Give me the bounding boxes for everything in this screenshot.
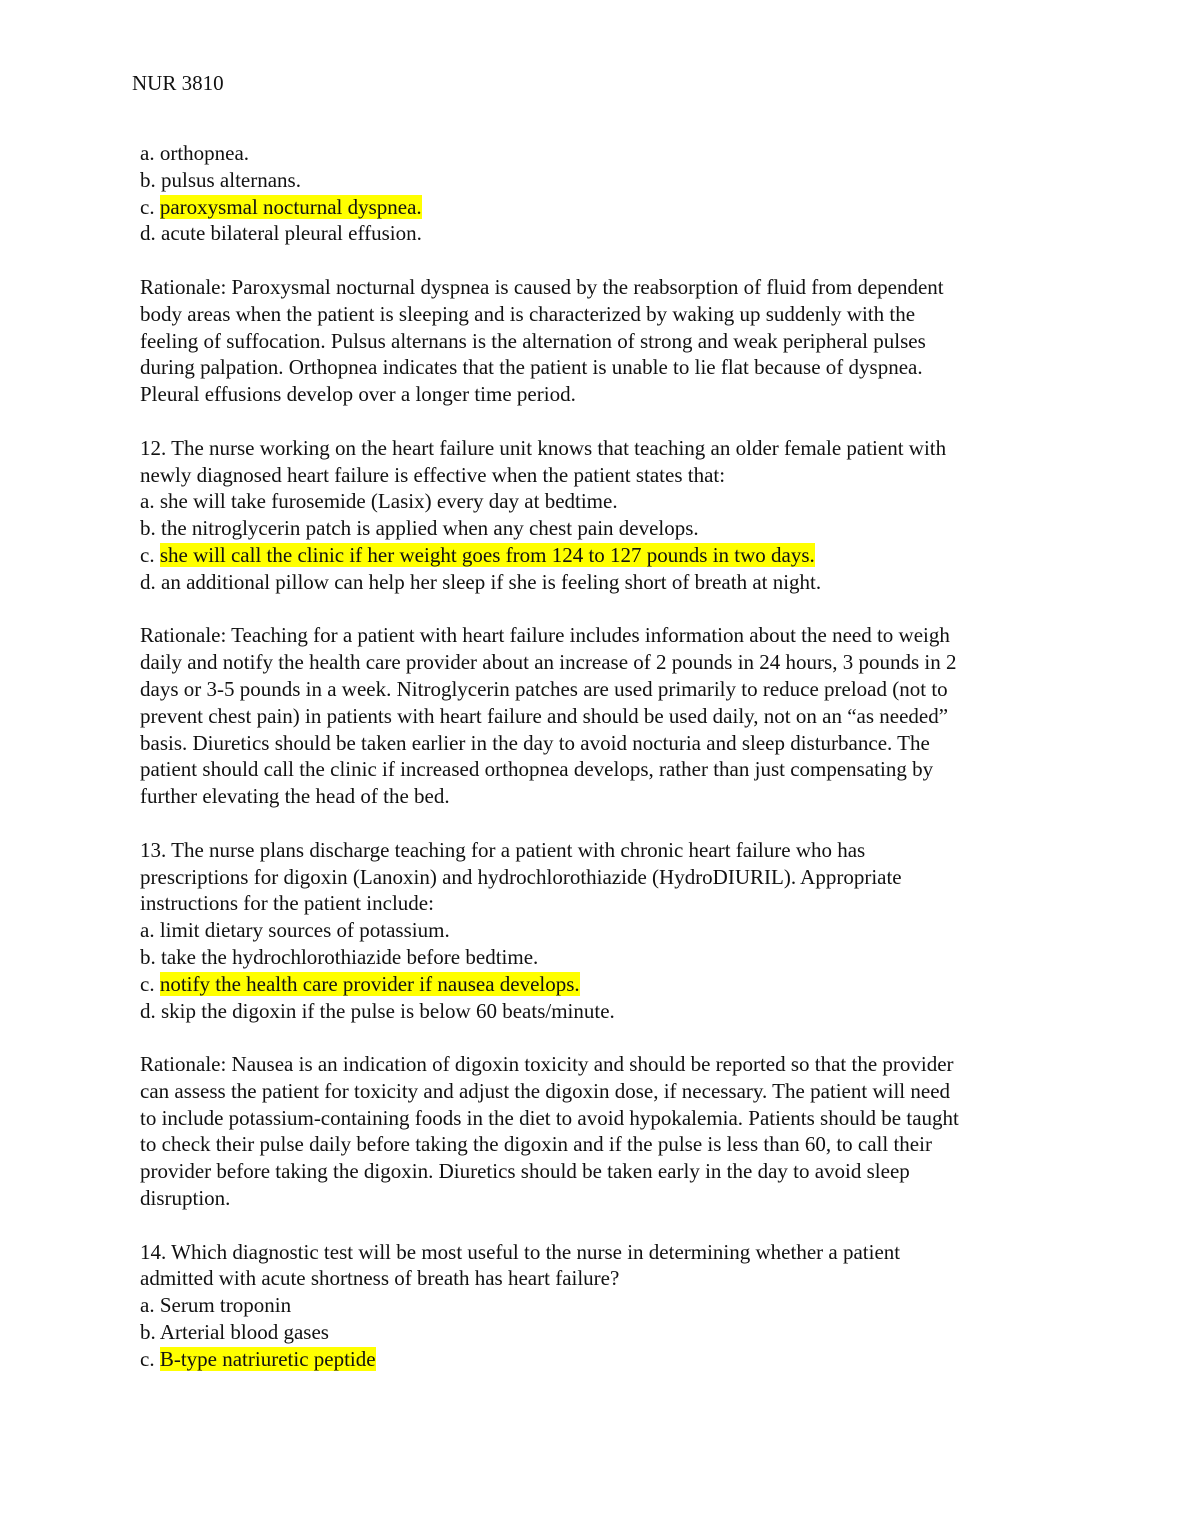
rationale-line: Rationale: Nausea is an indication of digoxin toxicity and should be reported so that the provider [140, 1052, 954, 1077]
rationale-line: Rationale: Paroxysmal nocturnal dyspnea is caused by the reabsorption of fluid from dependent [140, 274, 944, 299]
option-c-correct: c. she will call the clinic if her weight goes from 124 to 127 pounds in two days. [140, 542, 815, 567]
rationale-line: daily and notify the health care provider about an increase of 2 pounds in 24 hours, 3 pounds in 2 [140, 650, 957, 675]
rationale-line: body areas when the patient is sleeping and is characterized by waking up suddenly with the [140, 301, 916, 326]
highlighted-answer: she will call the clinic if her weight goes from 124 to 127 pounds in two days. [159, 542, 815, 567]
option-text: Serum troponin [159, 1293, 292, 1318]
option-b: b. pulsus alternans. [140, 167, 301, 192]
option-a: a. she will take furosemide (Lasix) every day at bedtime. [140, 489, 618, 514]
question-13 [140, 837, 1060, 1025]
rationale-q12 [140, 622, 1060, 810]
question-text: admitted with acute shortness of breath has heart failure? [140, 1266, 620, 1291]
question-text: prescriptions for digoxin (Lanoxin) and hydrochlorothiazide (HydroDIURIL). Appropriate [140, 864, 902, 889]
highlighted-answer: notify the health care provider if nausea develops. [159, 971, 580, 996]
question-text: 14. Which diagnostic test will be most useful to the nurse in determining whether a patient [140, 1239, 901, 1264]
highlighted-answer: B-type natriuretic peptide [159, 1346, 376, 1371]
option-text: the nitroglycerin patch is applied when any chest pain develops. [161, 516, 699, 541]
option-c-correct: c. B-type natriuretic peptide [140, 1346, 376, 1371]
rationale-line: during palpation. Orthopnea indicates that the patient is unable to lie flat because of dyspnea. [140, 355, 923, 380]
question-text: instructions for the patient include: [140, 891, 434, 916]
option-text: take the hydrochlorothiazide before bedtime. [161, 944, 539, 969]
option-b: b. Arterial blood gases [140, 1320, 329, 1345]
rationale-line: basis. Diuretics should be taken earlier in the day to avoid nocturia and sleep disturbance. The [140, 730, 930, 755]
option-text: she will take furosemide (Lasix) every day at bedtime. [159, 489, 618, 514]
option-text: acute bilateral pleural effusion. [161, 221, 422, 246]
option-text: skip the digoxin if the pulse is below 60 beats/minute. [161, 998, 615, 1023]
option-b: b. the nitroglycerin patch is applied when any chest pain develops. [140, 516, 699, 541]
question-text: 12. The nurse working on the heart failure unit knows that teaching an older female patient with [140, 435, 947, 460]
rationale-line: Pleural effusions develop over a longer time period. [140, 382, 576, 407]
rationale-line: patient should call the clinic if increased orthopnea develops, rather than just compensating by [140, 757, 934, 782]
rationale-line: further elevating the head of the bed. [140, 784, 450, 809]
option-c-correct: c. paroxysmal nocturnal dyspnea. [140, 194, 422, 219]
page-header: NUR 3810 [132, 71, 224, 95]
option-text: an additional pillow can help her sleep if she is feeling short of breath at night. [161, 569, 822, 594]
rationale-line: feeling of suffocation. Pulsus alternans is the alternation of strong and weak peripheral pulses [140, 328, 926, 353]
rationale-line: provider before taking the digoxin. Diuretics should be taken early in the day to avoid sleep [140, 1159, 910, 1184]
option-d: d. an additional pillow can help her sleep if she is feeling short of breath at night. [140, 569, 822, 594]
rationale-line: to include potassium-containing foods in the diet to avoid hypokalemia. Patients should be taught [140, 1105, 959, 1130]
question-text: newly diagnosed heart failure is effective when the patient states that: [140, 462, 726, 487]
question-text: 13. The nurse plans discharge teaching for a patient with chronic heart failure who has [140, 837, 866, 862]
rationale-q13 [140, 1051, 1060, 1212]
rationale-line: prevent chest pain) in patients with heart failure and should be used daily, not on an “as needed” [140, 703, 949, 728]
option-text: pulsus alternans. [161, 167, 301, 192]
question-12 [140, 435, 1060, 596]
option-text: limit dietary sources of potassium. [159, 918, 450, 943]
rationale-q11 [140, 274, 1060, 408]
option-a: a. limit dietary sources of potassium. [140, 918, 450, 943]
option-a: a. orthopnea. [140, 141, 250, 165]
question-14 [140, 1239, 1060, 1373]
option-text: Arterial blood gases [159, 1320, 329, 1345]
rationale-line: disruption. [140, 1186, 231, 1211]
document-body [140, 140, 1060, 1373]
highlighted-answer: paroxysmal nocturnal dyspnea. [159, 194, 422, 219]
option-a: a. Serum troponin [140, 1293, 292, 1318]
options-block-q11 [140, 140, 1060, 247]
option-d: d. skip the digoxin if the pulse is below 60 beats/minute. [140, 998, 615, 1023]
rationale-line: Rationale: Teaching for a patient with heart failure includes information about the need to weigh [140, 623, 950, 648]
option-text: orthopnea. [159, 141, 250, 165]
option-d: d. acute bilateral pleural effusion. [140, 221, 422, 246]
rationale-line: to check their pulse daily before taking the digoxin and if the pulse is less than 60, to call their [140, 1132, 932, 1157]
option-c-correct: c. notify the health care provider if nausea develops. [140, 971, 580, 996]
rationale-line: can assess the patient for toxicity and adjust the digoxin dose, if necessary. The patient will need [140, 1078, 951, 1103]
rationale-line: days or 3-5 pounds in a week. Nitroglycerin patches are used primarily to reduce preload (not to [140, 676, 948, 701]
option-b: b. take the hydrochlorothiazide before bedtime. [140, 944, 539, 969]
